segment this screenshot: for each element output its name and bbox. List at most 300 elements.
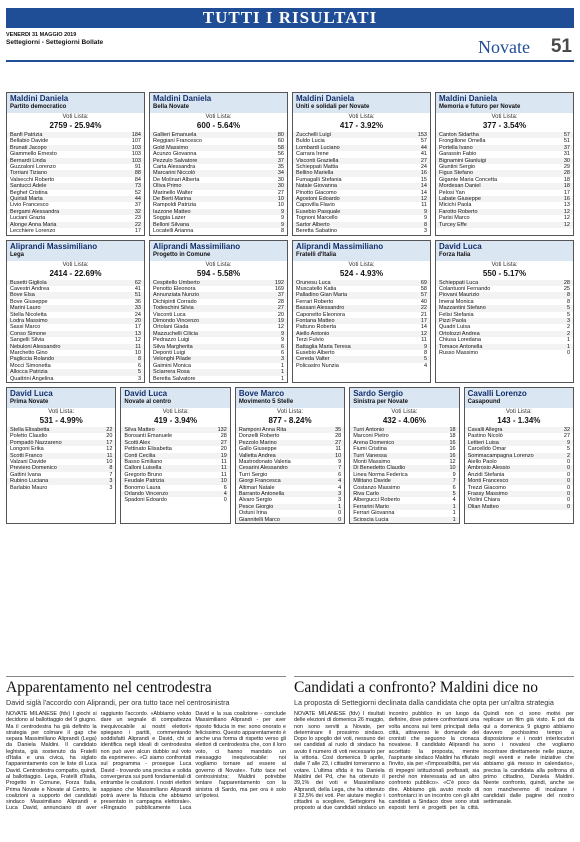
card-header (150, 241, 287, 261)
preference-votes: 31 (563, 151, 570, 158)
votes-result: 2414 - 22.69% (49, 268, 102, 278)
result-card (149, 240, 288, 384)
councillor-name: Bignamini Gianluigi (439, 157, 487, 164)
votes-result: 594 - 5.58% (196, 268, 241, 278)
councillor-name: Turcey Effe (439, 221, 467, 228)
candidate-name: Maldini Daniela (296, 94, 355, 103)
preference-votes: 7 (109, 471, 113, 478)
results-row (6, 92, 574, 236)
councillor-name: Giammello Ernesto (10, 151, 57, 158)
councillor-name: Fiumi Cristina (353, 446, 387, 453)
councillor-name: Donzelli Roberto (238, 433, 280, 440)
councillor-name: Locatelli Arianna (153, 228, 194, 235)
preference-votes: 2 (566, 330, 570, 337)
councillor-name: Pattuno Roberta (296, 324, 337, 331)
councillor-name: Marini Lauro (10, 305, 41, 312)
votes-result: 143 - 1.34% (497, 416, 541, 425)
councillor-name: Sassi Marco (10, 324, 41, 331)
list-item (465, 504, 573, 510)
preference-votes: 5 (452, 491, 456, 498)
councillor-name: Giuntini Sergio (439, 164, 476, 171)
votes-label: Voti Lista: (48, 409, 75, 415)
preference-votes: 169 (274, 285, 284, 292)
preference-votes: 20 (277, 311, 284, 318)
preference-votes: 9 (280, 208, 284, 215)
councillor-name: Pedrazzo Luigi (153, 337, 190, 344)
preference-votes: 6 (452, 484, 456, 491)
councillor-name: Torriani Tiziano (10, 170, 47, 177)
results-row (6, 240, 574, 384)
preference-votes: 3 (109, 478, 113, 485)
list-name: Uniti e solidali per Novate (296, 104, 370, 110)
page-banner: TUTTI I RISULTATI (6, 8, 574, 28)
preference-votes: 8 (423, 221, 427, 228)
votes-label: Voti Lista: (277, 409, 304, 415)
councillor-name: Visconti Luca (153, 311, 186, 318)
councillor-name: Spadoni Edoardo (124, 497, 167, 504)
councillor-name: Valletta Andrea (238, 452, 276, 459)
councillor-name: Cereda Valter (296, 356, 330, 363)
councillor-name: Pastino Nicolò (467, 433, 503, 440)
councillor-name: Marconi Pietro (353, 433, 389, 440)
preference-votes: 11 (135, 343, 141, 350)
preference-votes: 10 (277, 196, 284, 203)
preference-votes: 69 (420, 279, 427, 286)
preference-list (293, 132, 430, 235)
councillor-name: Silva Matteo (124, 427, 155, 433)
councillor-name: Aiello Paolo (467, 459, 497, 466)
preference-votes: 16 (449, 446, 456, 453)
preference-votes: 184 (131, 132, 141, 138)
section-title: Novate (478, 37, 530, 57)
preference-votes: 0 (338, 510, 342, 517)
preference-votes: 0 (566, 478, 571, 485)
votes-result: 419 - 3.94% (154, 416, 198, 425)
preference-votes: 0 (223, 497, 227, 504)
councillor-name: Capovilla Flavio (296, 202, 335, 209)
preference-votes: 192 (274, 279, 284, 286)
list-name: Sinistra per Novate (353, 399, 408, 405)
councillor-name: Colantuoni Fernando (439, 285, 491, 292)
article-headline: Apparentamento nel centrodestra (6, 679, 212, 696)
councillor-name: Carcelldo Omar (467, 446, 507, 453)
councillor-name: Piovani Maurizio (439, 292, 480, 299)
list-votes (465, 408, 573, 427)
councillor-name: Soggia Lazer (153, 215, 186, 222)
councillor-name: Canton Sidartha (439, 132, 479, 138)
councillor-name: Lecchiere Lorenzo (10, 228, 56, 235)
votes-result: 432 - 4.06% (382, 416, 426, 425)
councillor-name: Alvaro Sergio (238, 497, 272, 504)
councillor-name: Mordesan Daniel (439, 183, 481, 190)
councillor-name: Caponetto Eleonora (296, 311, 345, 318)
preference-votes: 9 (280, 337, 284, 344)
councillor-name: Portella Ivano (439, 144, 473, 151)
councillor-name: Marinello Walter (153, 189, 193, 196)
councillor-name: Palladino Gian Maria (296, 292, 348, 299)
card-header (7, 388, 115, 408)
councillor-name: Carrara Irene (296, 151, 329, 158)
list-votes (150, 113, 287, 132)
councillor-name: Chiusa Loredana (439, 337, 481, 344)
councillor-name: Ferrari Giovanna (353, 510, 395, 517)
preference-votes: 11 (221, 471, 227, 478)
preference-votes: 27 (563, 433, 571, 440)
preference-votes: 6 (280, 343, 284, 350)
votes-label: Voti Lista: (162, 409, 189, 415)
councillor-name: Frongillone Ornella (439, 138, 486, 145)
result-card (464, 387, 574, 524)
preference-votes: 14 (420, 189, 427, 196)
councillor-name: Gold Massimo (153, 144, 189, 151)
councillor-name: Mazzantini Stefano (439, 305, 486, 312)
preference-votes: 107 (131, 138, 141, 145)
card-header (436, 241, 573, 261)
preference-votes: 33 (134, 305, 141, 312)
preference-votes: 12 (420, 330, 427, 337)
preference-list (293, 280, 430, 370)
councillor-name: Quattrini Angelina (10, 375, 54, 382)
preference-votes: 12 (277, 324, 284, 331)
councillor-name: Reggiani Francesco (153, 138, 202, 145)
list-votes (150, 261, 287, 280)
councillor-name: Cespitello Umberto (153, 279, 200, 286)
councillor-name: Pompadò Nazzareno (10, 439, 62, 446)
preference-votes: 20 (106, 433, 113, 440)
list-name: Lega (10, 251, 25, 258)
list-votes (7, 261, 144, 280)
result-card (435, 92, 574, 236)
preference-votes: 8 (137, 356, 141, 363)
candidate-name: Aliprandi Massimiliano (296, 241, 384, 251)
councillor-name: Guzzaloni Lorenzo (10, 164, 56, 171)
preference-votes: 0 (566, 484, 571, 491)
councillor-name: Scotti Franco (10, 452, 43, 459)
article-body: NOVATE MILANESE (fdv) I giochi si decidono al ballottaggio del 9 giugno. Ma il centrodestra ha già definito la strategia per colmare il gap che separa Massimiliano Aliprandi (Lega) da Daniela Maldini. Il candidato leghista, già sostenuto da Fratelli d'Italia e una civica, ha siglato l'apparentamento con le liste di Luca David. Centrodestra compatto, quindi, al ballottaggio. Lega, Fratelli d'Italia, Progetto in Comune, Forza Italia, Prima Novate e Novate al Centro, le coalizioni a supporto dei candidati sindaco Massimiliano Aliprandi e Luca David, annunciano di aver raggiunto l'accordo. «Abbiamo voluto dare un segnale di compattezza inequivocabile ai nostri elettori» spiegano i partiti, commentando soddisfatti Aliprandi e David, chi si identifica negli ideali di centrodestra non può aver alcun dubbio sul voto da esprimere». «Ci siamo confrontati sul programma - prosegue Luca David - trovando una precisa e solida convergenza sui punti fondamentali di entrambe le coalizioni. I nostri elettori sappiano che Massimiliano Aliprandi potrà avere la fiducia che abbiamo presentato in campagna elettorale». «Ringrazio pubblicamente Luca David e la sua coalizione - conclude Massimiliano Aliprandi - per aver riposto fiducia in me: sono onorato e felicissimo. Questo apparentamento è anche una forma di rispetto verso gli elettori di centrodestra che, con il loro voto, ci hanno mandato un messaggio inequivocabile: noi vogliamo tornare ad essere al governo di Novate». Tutto tace nel centrosinistra: Maldini potrebbe tentare l'apparentamento con la sinistra di Sardo, ma per ora è solo un'ipotesi. (6, 711, 286, 812)
councillor-name: Marchetto Gino (10, 349, 48, 356)
councillor-name: Bergami Alessandra (10, 208, 60, 215)
councillor-name: Turri Sergio (238, 471, 268, 478)
preference-votes: 14 (420, 183, 427, 190)
list-item (7, 228, 144, 234)
preference-votes: 28 (563, 170, 570, 177)
councillor-name: Policastro Nunzia (296, 362, 339, 369)
councillor-name: Nebuloni Alessandro (10, 343, 61, 350)
councillor-name: Scotti Alex (124, 439, 151, 446)
preference-votes: 25 (563, 285, 570, 292)
votes-label: Voti Lista: (62, 114, 89, 120)
result-card (292, 240, 431, 384)
councillor-name: Basso Emiliano (124, 459, 163, 466)
preference-votes: 40 (420, 298, 427, 305)
list-item (436, 222, 573, 228)
councillor-name: Beghet Cristina (10, 189, 48, 196)
preference-votes: 9 (452, 471, 456, 478)
councillor-name: Conti Cecilia (124, 452, 156, 459)
councillor-name: Bove Elsa (10, 292, 35, 299)
councillor-name: Sangelli Silvia (10, 337, 45, 344)
preference-list (350, 427, 458, 523)
list-item (293, 228, 430, 234)
councillor-name: Marcarini Niccolò (153, 170, 196, 177)
councillor-name: Livio Francesco (10, 202, 49, 209)
preference-votes: 17 (563, 189, 570, 196)
councillor-name: Gregorio Bruno (124, 471, 163, 478)
preference-votes: 37 (277, 292, 284, 299)
preference-votes: 22 (134, 221, 141, 228)
article-body: NOVATE MILANESE (fdv) I risultati delle elezioni di domenica 26 maggio, non sono serviti a Novate, per determinare il prossimo sindaco. Dopo lo spoglio dei voti, nessuno dei sei candidati al ruolo di sindaco ha avuto il numero di voti necessario per la vittoria. Così domenica 9 aprile, dalle 7 alle 23, i cittadini torneranno a votare. L'ultima sfida è tra Daniela Maldini del Pd, che ha ottenuto il 39,1% dei voti e Massimiliano Aliprandi, della Lega, che ha ottenuto il 32,5% dei voti. Per aiutare meglio i cittadini a scegliere, Settegiorni ha proposto ai due candidati sindaco un incontro pubblico in un luogo da definire, dove potere confrontarsi una volta ancora sui temi principali della città, attraverso le domande dei cronisti che seguono la cronaca novatese. Il candidato Aliprandi ha accettato la proposta, mentre l'aspirante sindaco Maldini ha rifiutato l'invito, sia per «l'impossibilità, per via di impegni istituzionali prefissati, sia perché non interessata ad un altro confronto pubblico». «C'è poco da dire. Abbiamo già avuto modo di confrontarci in un incontro con gli altri candidati a Sindaco dove sono stati esposti temi e progetti per la città. Quindi non ci sono motivi per replicare un film già visto. E poi da qui a domenica 9 giugno abbiamo davvero pochissimo tempo a disposizione e i nostri interlocutori sono i novatesi che vogliamo incontrare direttamente nelle piazze, negli eventi e nelle iniziative che abbiamo già messo in calendario», precisa la candidata alla poltrona di primo cittadino, Daniela Maldini. Niente confronto, quindi, anche se non mancheremo di incalzare i candidati dalle pagine del nostro settimanale. (294, 711, 574, 812)
candidate-name: Aliprandi Massimiliano (153, 241, 241, 251)
preference-votes: 34 (277, 170, 284, 177)
councillor-name: Brunati Jacopo (10, 144, 47, 151)
preference-votes: 9 (280, 330, 284, 337)
list-item (236, 517, 344, 523)
preference-votes: 27 (220, 439, 227, 446)
councillor-name: Gattini Ivana (10, 471, 41, 478)
councillor-name: Rubino Luciana (10, 478, 49, 485)
councillor-name: Banfi Patrizia (10, 132, 43, 138)
councillor-name: Turri Vanessa (353, 452, 387, 459)
councillor-name: Scioscia Lucia (353, 516, 389, 523)
councillor-name: Poletto Claudio (10, 433, 48, 440)
councillor-name: Stella Nicoletta (10, 311, 47, 318)
preference-votes: 12 (563, 221, 570, 228)
preference-votes: 11 (335, 446, 342, 453)
list-name: Fratelli d'Italia (296, 251, 337, 258)
votes-label: Voti Lista: (391, 409, 418, 415)
result-card (292, 92, 431, 236)
preference-votes: 51 (134, 292, 141, 299)
candidate-name: Bove Marco (238, 389, 285, 398)
councillor-name: Ostuni Irina (238, 510, 267, 517)
councillor-name: Pizzi Paola (439, 317, 467, 324)
preference-votes: 11 (221, 465, 227, 472)
councillor-name: Sommacampagna Lorenzo (467, 452, 534, 459)
councillor-name: Busetti Gigliola (10, 279, 47, 286)
preference-votes: 18 (449, 433, 456, 440)
preference-votes: 18 (563, 176, 570, 183)
preference-votes: 4 (338, 478, 342, 485)
preference-votes: 103 (131, 157, 141, 164)
preference-votes: 4 (338, 484, 342, 491)
news-section (6, 676, 574, 836)
article-subtitle: David siglà l'accordo con Aliprandi, per ora tutto tace nel centrosinistra (6, 698, 230, 707)
preference-votes: 3 (566, 317, 570, 324)
councillor-name: Penotto Eleonora (153, 285, 196, 292)
councillor-name: Trezzi Giacomo (467, 484, 506, 491)
preference-votes: 12 (134, 337, 141, 344)
preference-votes: 27 (420, 157, 427, 164)
candidate-name: Sardo Sergio (353, 389, 404, 398)
councillor-name: Riva Carlo (353, 491, 379, 498)
preference-votes: 1 (280, 369, 284, 376)
preference-votes: 10 (134, 349, 141, 356)
votes-result: 550 - 5.17% (482, 268, 527, 278)
preference-votes: 62 (134, 279, 141, 286)
preference-votes: 56 (277, 151, 284, 158)
result-card (349, 387, 459, 524)
councillor-name: Dichipinti Corrado (153, 298, 197, 305)
list-votes (7, 408, 115, 427)
candidate-name: David Luca (124, 389, 168, 398)
result-card (149, 92, 288, 236)
preference-votes: 30 (277, 176, 284, 183)
preference-votes: 4 (223, 491, 227, 498)
preference-votes: 35 (277, 164, 284, 171)
preference-votes: 11 (221, 459, 227, 466)
councillor-name: Lodra Massimo (10, 317, 48, 324)
preference-votes: 14 (420, 324, 427, 331)
preference-votes: 29 (563, 164, 570, 171)
preference-votes: 10 (449, 465, 456, 472)
councillor-name: Orlando Vincenzo (124, 491, 169, 498)
preference-votes: 11 (421, 337, 427, 344)
councillor-name: Pelosi Yan (439, 189, 465, 196)
councillor-name: Ramponi Anna Rita (238, 427, 287, 433)
votes-label: Voti Lista: (348, 114, 375, 120)
councillor-name: Pezzulo Salvatore (153, 157, 198, 164)
councillor-name: Carta Alessandra (153, 164, 196, 171)
preference-votes: 3 (109, 484, 113, 491)
preference-votes: 91 (134, 164, 141, 171)
preference-votes: 20 (134, 317, 141, 324)
votes-result: 2759 - 25.94% (49, 121, 102, 130)
councillor-name: Cavestri Andrea (10, 285, 50, 292)
list-name: Casapound (467, 399, 501, 405)
card-header (350, 388, 458, 408)
preference-votes: 1 (280, 362, 284, 369)
councillor-name: Longoni Erika (10, 446, 44, 453)
preference-votes: 132 (217, 427, 227, 433)
preference-votes: 9 (423, 215, 427, 222)
preference-votes: 57 (563, 132, 570, 138)
preference-list (121, 427, 229, 504)
councillor-name: Silva Margherita (153, 343, 193, 350)
preference-votes: 7 (452, 478, 456, 485)
votes-result: 377 - 3.54% (482, 121, 527, 130)
preference-votes: 27 (335, 439, 342, 446)
councillor-name: Monti Massimo (353, 459, 391, 466)
preference-votes: 58 (420, 285, 427, 292)
list-votes (293, 261, 430, 280)
preference-votes: 0 (566, 465, 571, 472)
page-header (6, 32, 574, 62)
preference-votes: 84 (134, 176, 141, 183)
councillor-name: Pesce Giorgio (238, 503, 274, 510)
preference-votes: 12 (563, 208, 570, 215)
preference-votes: 103 (131, 144, 141, 151)
councillor-name: Velonghi Pilade (153, 356, 191, 363)
preference-list (7, 427, 115, 491)
preference-votes: 35 (335, 427, 342, 433)
article-headline: Candidati a confronto? Maldini dice no (294, 679, 539, 696)
card-header (236, 388, 344, 408)
result-card (435, 240, 574, 384)
preference-votes: 28 (563, 279, 570, 286)
councillor-name: Calloni Luisella (124, 465, 162, 472)
preference-list (150, 280, 287, 383)
preference-votes: 9 (423, 208, 427, 215)
preference-votes: 16 (449, 439, 456, 446)
preference-votes: 16 (563, 196, 570, 203)
preference-votes: 1 (338, 503, 342, 510)
councillor-name: Cesarini Alessandro (238, 465, 288, 472)
preference-votes: 2 (566, 324, 570, 331)
card-header (7, 241, 144, 261)
councillor-name: Agostoni Edoardo (296, 196, 340, 203)
list-item (293, 363, 430, 369)
councillor-name: Gallo Giuseppe (238, 446, 277, 453)
preference-votes: 6 (338, 471, 342, 478)
card-header (293, 241, 430, 261)
councillor-name: Tognoni Marcello (296, 215, 338, 222)
preference-votes: 80 (277, 132, 284, 138)
result-card (235, 387, 345, 524)
preference-list (236, 427, 344, 523)
councillor-name: Battaglia Maria Teresa (296, 343, 351, 350)
preference-votes: 1 (566, 343, 570, 350)
list-name: Progetto in Comune (153, 251, 211, 258)
councillor-name: Violini Chiara (467, 497, 500, 504)
councillor-name: Pinotto Giacomo (296, 189, 337, 196)
councillor-name: Visconti Graziella (296, 157, 339, 164)
preference-votes: 60 (277, 138, 284, 145)
result-card (120, 387, 230, 524)
councillor-name: Oliva Primo (153, 183, 182, 190)
preference-votes: 32 (134, 208, 141, 215)
councillor-name: Bellabio Davide (10, 138, 49, 145)
councillor-name: Pagliccia Rolando (10, 356, 55, 363)
candidate-name: Cavalli Lorenzo (467, 389, 527, 398)
preference-votes: 0 (566, 459, 571, 466)
councillor-name: Pezzolo Marino (238, 439, 277, 446)
councillor-name: Deponti Luigi (153, 349, 186, 356)
councillor-name: Pettinato Elisabetta (124, 446, 172, 453)
councillor-name: Frassy Massimo (467, 491, 508, 498)
list-votes (236, 408, 344, 427)
candidate-name: Maldini Daniela (153, 94, 212, 103)
preference-votes: 52 (134, 189, 141, 196)
preference-votes: 9 (566, 439, 571, 446)
preference-votes: 3 (338, 497, 342, 504)
preference-votes: 11 (421, 202, 427, 209)
councillor-name: Albergucci Roberto (353, 497, 400, 504)
councillor-name: Quadri Luisa (439, 324, 471, 331)
preference-votes: 11 (106, 452, 113, 459)
preference-votes: 28 (220, 433, 227, 440)
councillor-name: Imerai Monica (439, 298, 474, 305)
preference-list (436, 280, 573, 357)
preference-votes: 5 (566, 305, 570, 312)
preference-votes: 41 (134, 285, 141, 292)
results-grid (6, 92, 574, 528)
list-item (150, 376, 287, 382)
preference-votes: 3 (423, 228, 427, 235)
councillor-name: Russo Massimo (439, 349, 479, 356)
preference-votes: 36 (134, 298, 141, 305)
councillor-name: Todeschini Silvia (153, 305, 194, 312)
councillor-name: Quirlali Marta (10, 196, 43, 203)
preference-votes: 12 (563, 215, 570, 222)
councillor-name: Aiello Antonio (296, 330, 330, 337)
preference-votes: 58 (277, 144, 284, 151)
preference-votes: 8 (566, 298, 570, 305)
councillor-name: Ortolozzi Andrea (439, 330, 480, 337)
votes-result: 524 - 4.93% (339, 268, 384, 278)
result-card (6, 240, 145, 384)
councillor-name: Lombardi Luciano (296, 144, 340, 151)
preference-votes: 10 (277, 202, 284, 209)
